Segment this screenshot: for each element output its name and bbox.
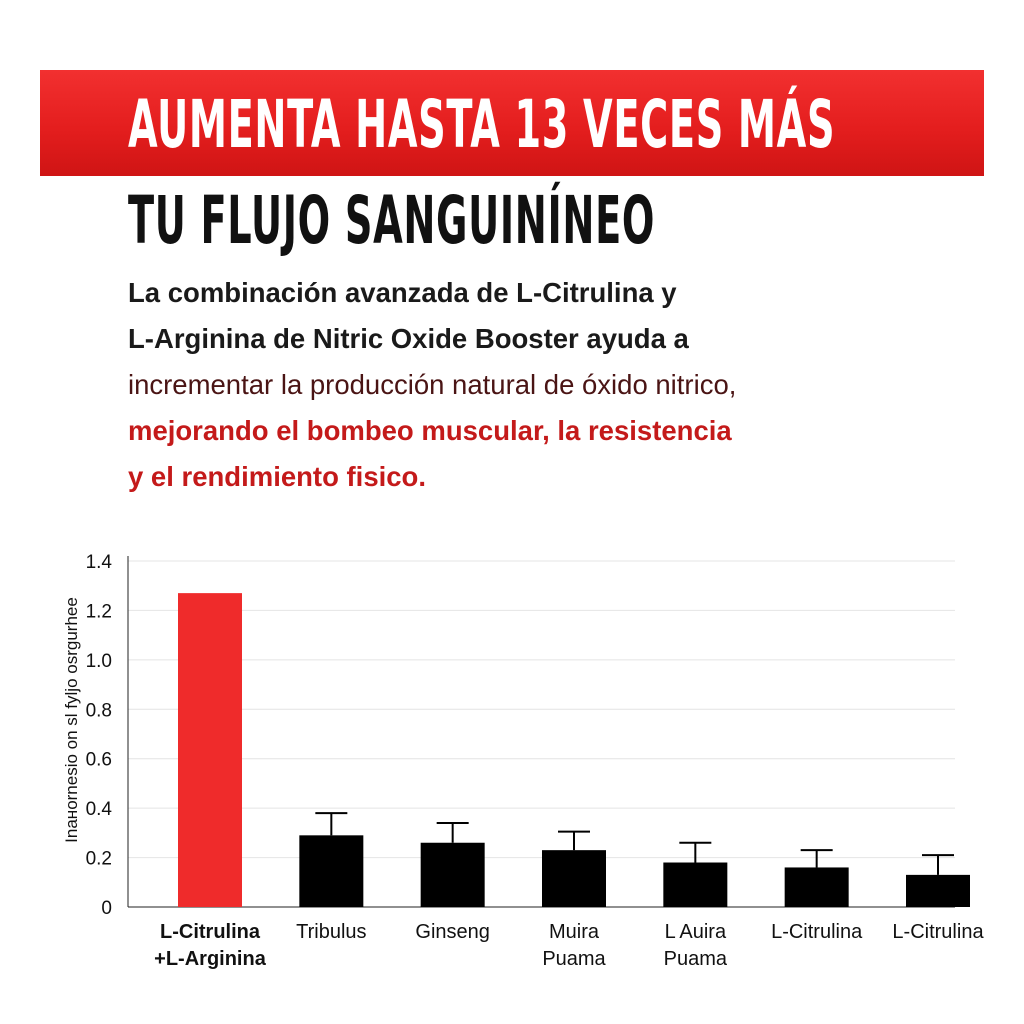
y-tick-label: 0.8 [85, 700, 112, 722]
y-axis-label: Inанornesio on sl fyljo osrgurhee [62, 597, 81, 843]
x-tick-label: Tribulus [296, 921, 367, 943]
description-line-3: incrementar la producción natural de óxido nitrico, [128, 369, 737, 400]
bar-4 [663, 863, 727, 907]
y-tick-label: 0.4 [85, 799, 112, 821]
x-tick-label: L Auira [664, 921, 727, 943]
x-tick-label: L-Citrulina [160, 921, 260, 943]
x-tick-label: +L-Arginina [154, 948, 266, 970]
description-line-4: mejorando el bombeo muscular, la resistencia [128, 415, 732, 446]
description-line-1: La combinación avanzada de L-Citrulina y [128, 277, 677, 308]
x-tick-label: L-Citrulina [892, 921, 984, 943]
x-tick-label: Puama [542, 948, 606, 970]
x-tick-label: Ginseng [415, 921, 490, 943]
y-tick-label: 0 [101, 898, 112, 919]
bar-2 [421, 843, 485, 907]
description-line-5: y el rendimiento fisico. [128, 461, 426, 492]
x-tick-label: Puama [663, 948, 728, 970]
y-tick-label: 1.2 [85, 601, 112, 623]
bar-0 [178, 593, 242, 907]
bar-5 [785, 867, 849, 907]
bar-1 [299, 835, 363, 907]
x-tick-label: Muira [548, 921, 600, 943]
bar-6 [906, 875, 970, 907]
y-tick-label: 1.0 [85, 650, 112, 672]
description-line-2: L-Arginina de Nitric Oxide Booster ayuda a [128, 323, 689, 354]
headline-line-2: TU FLUJO SANGUINÍNEO [128, 182, 656, 259]
y-tick-label: 0.6 [85, 749, 112, 771]
y-tick-label: 0.2 [85, 848, 112, 870]
headline-line-1: AUMENTA HASTA 13 VECES MÁS [128, 86, 836, 163]
x-tick-label: L-Citrulina [771, 921, 863, 943]
bar-3 [542, 850, 606, 907]
y-tick-label: 1.4 [85, 552, 112, 573]
